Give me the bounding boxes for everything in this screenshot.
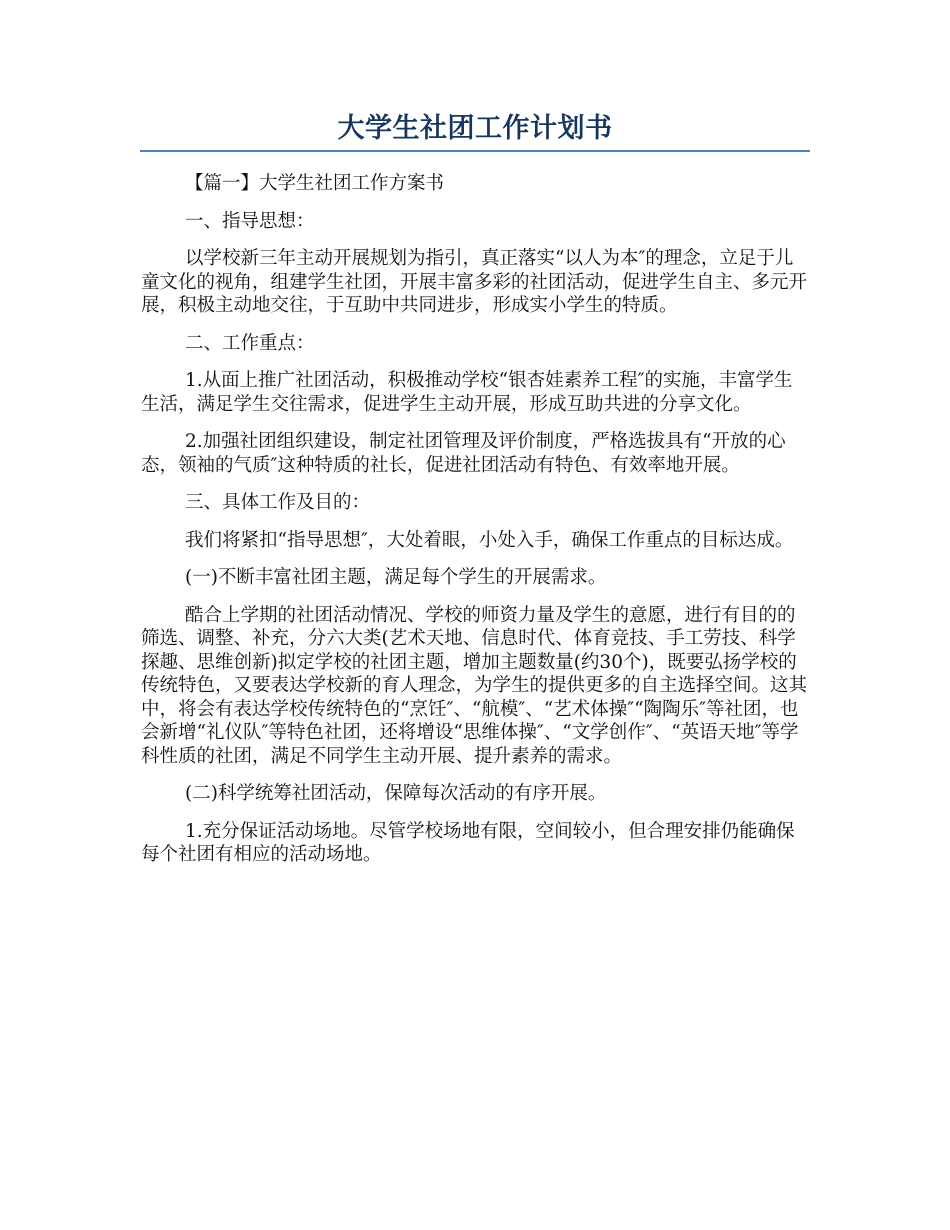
title-divider [140,150,810,152]
heading-guiding-ideology: 一、指导思想： [185,210,315,232]
paragraph-focus-1: 1.从面上推广社团活动，积极推动学校“银杏娃素养工程″的实施，丰富学生生活，满足学生交往需求，促进学生主动开展，形成互助共进的分享文化。 [141,370,793,415]
paragraph-enrich-themes: 酷合上学期的社团活动情况、学校的师资力量及学生的意愿，进行有目的的筛选、调整、补充，分六大类(艺术天地、信息时代、体育竞技、手工劳技、科学探趣、思维创新)拟定学校的社团主题，增加主题数量(约30个)，既要弘扬学校的传统特色，又要表达学校新的育人理念，为学生的提供更多的自主选择空间。这其中，将会有表达学校传统特色的“烹饪″、“航模″、“艺术体操″“陶陶乐″等社团，也会新增“礼仪队″等特色社团，还将增设“思维体操″、“文学创作″、“英语天地″等学科性质的社团，满足不同学生主动开展、提升素养的需求。 [141,604,808,767]
document-title: 大学生社团工作计划书 [337,113,613,144]
heading-work-focus: 二、工作重点： [185,332,315,354]
paragraph-specific-intro: 我们将紧扣“指导思想″，大处着眼，小处入手，确保工作重点的目标达成。 [185,529,794,551]
document-body [141,172,809,881]
paragraph-focus-2: 2.加强社团组织建设，制定社团管理及评价制度，严格选拔具有“开放的心态，领袖的气质″这种特质的社长，促进社团活动有特色、有效率地开展。 [141,431,786,476]
heading-specific-work: 三、具体工作及目的： [185,492,371,513]
paragraph-activity-venue: 1.充分保证活动场地。尽管学校场地有限，空间较小，但合理安排仍能确保每个社团有相应的活动场地。 [141,820,795,865]
paragraph-guiding-ideology: 以学校新三年主动开展规划为指引，真正落实“以人为本″的理念，立足于儿童文化的视角，组建学生社团，开展丰富多彩的社团活动，促进学生自主、多元开展，积极主动地交往，于互助中共同进步，形成实小学生的特质。 [141,248,808,316]
subheading-coordinate-activities: (二)科学统筹社团活动，保障每次活动的有序开展。 [185,783,607,804]
section-heading-part-one: 【篇一】大学生社团工作方案书 [185,173,445,194]
subheading-enrich-themes: (一)不断丰富社团主题，满足每个学生的开展需求。 [185,567,607,588]
